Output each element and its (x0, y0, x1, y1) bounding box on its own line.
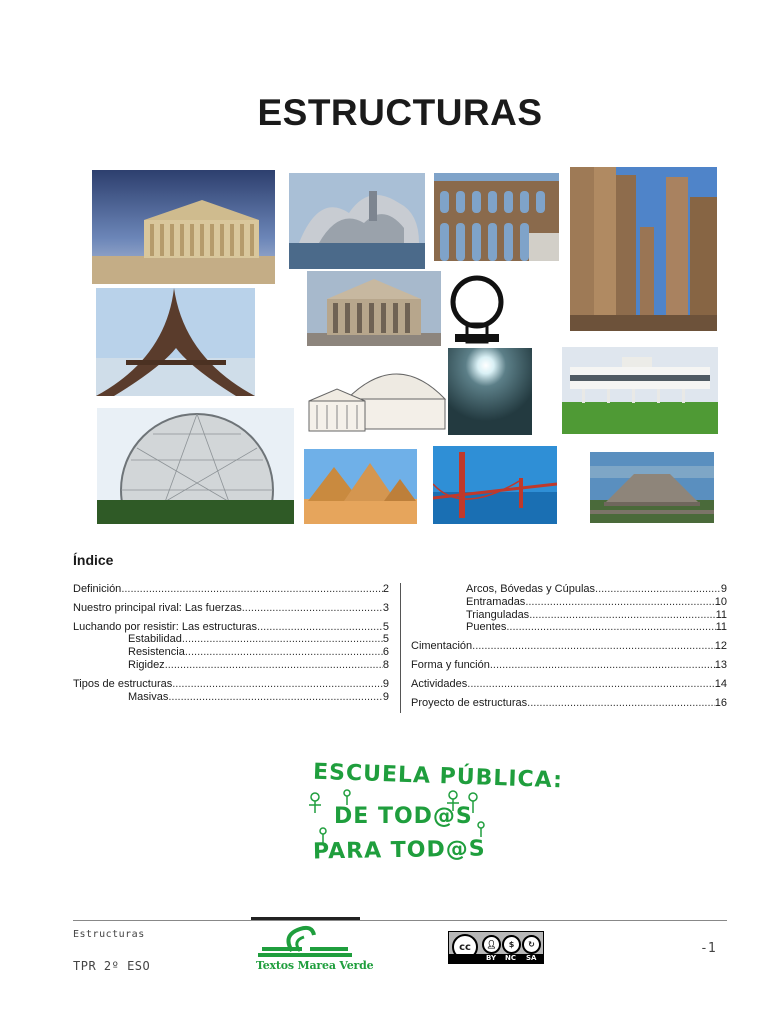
publisher-name: Textos Marea Verde (256, 959, 374, 972)
logo-line-3: PARA TOD@S (312, 836, 486, 865)
sharealike-icon: ↻ (522, 935, 541, 954)
toc-entry[interactable]: Definición ..... 2 (73, 583, 389, 596)
toc-entry[interactable]: Forma y función ..... 13 (411, 659, 727, 672)
photo-parthenon (92, 170, 275, 284)
index-column-divider (400, 583, 401, 713)
page-number: -1 (700, 941, 716, 956)
photo-pantheon-facade (307, 271, 441, 346)
photo-geodesic-dome (97, 408, 294, 524)
toc-entry[interactable]: Tipos de estructuras ..... 9 (73, 678, 389, 691)
footer-subject: Estructuras (73, 929, 145, 940)
cc-license-badge[interactable] (448, 931, 544, 964)
toc-entry[interactable]: Rigidez ..... 8 (73, 659, 389, 672)
document-title: ESTRUCTURAS (257, 92, 543, 133)
toc-entry[interactable]: Estabilidad ..... 5 (73, 633, 389, 646)
toc-entry[interactable]: Resistencia ..... 6 (73, 646, 389, 659)
photo-golden-gate (433, 446, 557, 524)
logo-line-2: DE TOD@S (334, 804, 473, 829)
photo-karnak-columns (570, 167, 717, 331)
toc-entry[interactable]: Nuestro principal rival: Las fuerzas ..... 3 (73, 602, 389, 615)
toc-entry[interactable]: Cimentación ..... 12 (411, 640, 727, 653)
logo-line-1: ESCUELA PÚBLICA: (312, 759, 564, 794)
photo-villa-savoye (562, 347, 718, 434)
toc-entry[interactable]: Entramadas ..... 10 (411, 596, 727, 609)
toc-entry[interactable]: Trianguladas ..... 11 (411, 609, 727, 622)
photo-guggenheim (289, 173, 425, 269)
toc-entry[interactable]: Arcos, Bóvedas y Cúpulas ..... 9 (411, 583, 727, 596)
photo-aqueduct (434, 173, 559, 261)
photo-pantheon-plan (445, 272, 509, 347)
toc-entry[interactable]: Puentes ..... 11 (411, 621, 727, 634)
license-sa-label: SA (526, 954, 537, 962)
toc-entry[interactable]: Luchando por resistir: Las estructuras ..... 5 (73, 621, 389, 634)
photo-pyramids (304, 449, 417, 524)
noncommercial-icon: $ (502, 935, 521, 954)
toc-entry[interactable]: Masivas ..... 9 (73, 691, 389, 704)
photo-teotihuacan-pyramid (590, 452, 714, 523)
index-left-column (73, 583, 389, 703)
index-right-column (411, 583, 727, 709)
toc-entry[interactable]: Actividades ..... 14 (411, 678, 727, 691)
photo-pantheon-cutaway (307, 349, 447, 436)
footer-course: TPR 2º ESO (73, 959, 151, 973)
photo-pantheon-dome-interior (448, 348, 532, 435)
logo-children-figures (303, 785, 493, 845)
index-heading: Índice (73, 552, 114, 568)
attribution-icon: 👤︎ (482, 935, 501, 954)
photo-eiffel-tower (96, 288, 255, 396)
footer-rule (73, 920, 727, 921)
toc-entry[interactable]: Proyecto de estructuras ..... 16 (411, 697, 727, 710)
license-nc-label: NC (505, 954, 516, 962)
license-by-label: BY (486, 954, 497, 962)
cc-icon: cc (452, 934, 478, 960)
